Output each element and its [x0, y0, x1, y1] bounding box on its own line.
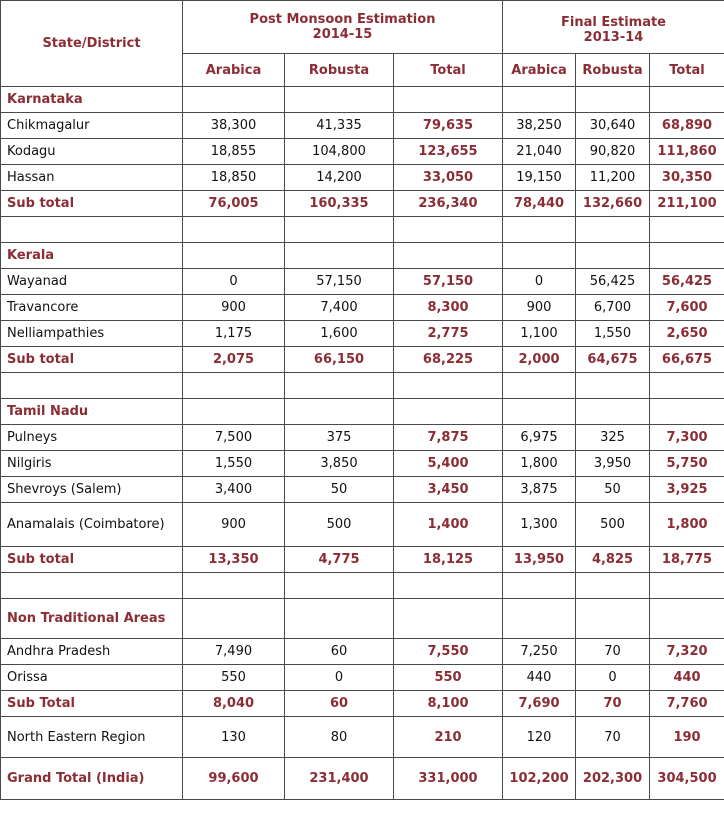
table-row	[1, 165, 724, 191]
total-value: 123,655	[394, 139, 503, 165]
total-value: 79,635	[394, 113, 503, 139]
empty-cell	[394, 399, 503, 425]
value-cell: 440	[503, 665, 576, 691]
value-cell: 1,550	[576, 321, 650, 347]
value-cell: 99,600	[183, 758, 285, 800]
value-cell: 0	[503, 269, 576, 295]
total-value: 7,600	[650, 295, 724, 321]
empty-cell	[503, 87, 576, 113]
value-cell: 70	[576, 639, 650, 665]
value-cell: 80	[285, 717, 394, 758]
district-name: Wayanad	[1, 269, 183, 295]
empty-cell	[1, 573, 183, 599]
empty-cell	[183, 87, 285, 113]
empty-cell	[650, 573, 724, 599]
total-value: 5,400	[394, 451, 503, 477]
table-row	[1, 113, 724, 139]
total-value: 7,320	[650, 639, 724, 665]
spacer-row	[1, 217, 724, 243]
empty-cell	[183, 573, 285, 599]
value-cell: 30,640	[576, 113, 650, 139]
value-cell: 0	[183, 269, 285, 295]
total-value: 304,500	[650, 758, 724, 800]
value-cell: 900	[503, 295, 576, 321]
value-cell: 132,660	[576, 191, 650, 217]
total-value: 111,860	[650, 139, 724, 165]
header-final-estimate-year: 2013-14	[583, 30, 644, 45]
district-name: Hassan	[1, 165, 183, 191]
table-row	[1, 639, 724, 665]
value-cell: 76,005	[183, 191, 285, 217]
value-cell: 231,400	[285, 758, 394, 800]
empty-cell	[576, 373, 650, 399]
empty-cell	[503, 399, 576, 425]
header-final-robusta: Robusta	[576, 54, 650, 87]
header-final-arabica: Arabica	[503, 54, 576, 87]
value-cell: 7,690	[503, 691, 576, 717]
value-cell: 3,875	[503, 477, 576, 503]
section-row	[1, 87, 724, 113]
district-name: Orissa	[1, 665, 183, 691]
spacer-row	[1, 573, 724, 599]
subtotal-label: Sub total	[1, 547, 183, 573]
value-cell: 56,425	[576, 269, 650, 295]
header-post-robusta: Robusta	[285, 54, 394, 87]
value-cell: 50	[285, 477, 394, 503]
value-cell: 21,040	[503, 139, 576, 165]
value-cell: 7,250	[503, 639, 576, 665]
section-name: Karnataka	[1, 87, 183, 113]
value-cell: 18,850	[183, 165, 285, 191]
empty-cell	[650, 373, 724, 399]
value-cell: 8,040	[183, 691, 285, 717]
district-name: Pulneys	[1, 425, 183, 451]
value-cell: 11,200	[576, 165, 650, 191]
value-cell: 3,400	[183, 477, 285, 503]
total-value: 211,100	[650, 191, 724, 217]
total-value: 2,650	[650, 321, 724, 347]
subtotal-row	[1, 547, 724, 573]
value-cell: 3,950	[576, 451, 650, 477]
total-value: 7,875	[394, 425, 503, 451]
header-post-monsoon-group	[183, 1, 503, 54]
header-post-total: Total	[394, 54, 503, 87]
grand-total-row	[1, 758, 724, 800]
total-value: 236,340	[394, 191, 503, 217]
empty-cell	[1, 217, 183, 243]
empty-cell	[503, 243, 576, 269]
empty-cell	[285, 573, 394, 599]
table-body	[1, 87, 724, 800]
value-cell: 500	[576, 503, 650, 547]
total-value: 7,300	[650, 425, 724, 451]
empty-cell	[183, 399, 285, 425]
value-cell: 6,975	[503, 425, 576, 451]
empty-cell	[394, 373, 503, 399]
subtotal-row	[1, 191, 724, 217]
value-cell: 7,490	[183, 639, 285, 665]
value-cell: 1,800	[503, 451, 576, 477]
value-cell: 60	[285, 639, 394, 665]
value-cell: 41,335	[285, 113, 394, 139]
value-cell: 38,300	[183, 113, 285, 139]
total-value: 331,000	[394, 758, 503, 800]
empty-cell	[285, 217, 394, 243]
value-cell: 2,000	[503, 347, 576, 373]
empty-cell	[650, 217, 724, 243]
value-cell: 160,335	[285, 191, 394, 217]
value-cell: 78,440	[503, 191, 576, 217]
value-cell: 90,820	[576, 139, 650, 165]
total-value: 2,775	[394, 321, 503, 347]
district-name: Anamalais (Coimbatore)	[1, 503, 183, 547]
empty-cell	[285, 399, 394, 425]
subtotal-label: Sub total	[1, 191, 183, 217]
table-row	[1, 451, 724, 477]
total-value: 57,150	[394, 269, 503, 295]
empty-cell	[183, 599, 285, 639]
section-row	[1, 243, 724, 269]
empty-cell	[650, 87, 724, 113]
empty-cell	[183, 373, 285, 399]
empty-cell	[576, 599, 650, 639]
value-cell: 2,075	[183, 347, 285, 373]
table-row	[1, 295, 724, 321]
total-value: 56,425	[650, 269, 724, 295]
total-value: 18,125	[394, 547, 503, 573]
empty-cell	[650, 399, 724, 425]
subtotal-label: Sub Total	[1, 691, 183, 717]
empty-cell	[285, 599, 394, 639]
value-cell: 57,150	[285, 269, 394, 295]
total-value: 8,300	[394, 295, 503, 321]
header-final-estimate-title: Final Estimate	[561, 15, 666, 30]
total-value: 210	[394, 717, 503, 758]
total-value: 3,925	[650, 477, 724, 503]
empty-cell	[503, 573, 576, 599]
empty-cell	[503, 373, 576, 399]
section-name: Tamil Nadu	[1, 399, 183, 425]
subtotal-row	[1, 347, 724, 373]
empty-cell	[285, 87, 394, 113]
total-value: 440	[650, 665, 724, 691]
value-cell: 130	[183, 717, 285, 758]
value-cell: 1,175	[183, 321, 285, 347]
value-cell: 375	[285, 425, 394, 451]
value-cell: 202,300	[576, 758, 650, 800]
table-row	[1, 269, 724, 295]
value-cell: 102,200	[503, 758, 576, 800]
empty-cell	[285, 373, 394, 399]
header-post-arabica: Arabica	[183, 54, 285, 87]
total-value: 7,550	[394, 639, 503, 665]
total-value: 190	[650, 717, 724, 758]
empty-cell	[1, 373, 183, 399]
empty-cell	[576, 217, 650, 243]
table-row	[1, 139, 724, 165]
header-final-estimate-group	[503, 1, 724, 54]
value-cell: 1,550	[183, 451, 285, 477]
value-cell: 120	[503, 717, 576, 758]
total-value: 7,760	[650, 691, 724, 717]
value-cell: 6,700	[576, 295, 650, 321]
value-cell: 38,250	[503, 113, 576, 139]
empty-cell	[394, 599, 503, 639]
section-row	[1, 599, 724, 639]
table-row	[1, 717, 724, 758]
value-cell: 3,850	[285, 451, 394, 477]
total-value: 8,100	[394, 691, 503, 717]
empty-cell	[576, 243, 650, 269]
empty-cell	[394, 87, 503, 113]
header-state-district: State/District	[1, 1, 183, 87]
district-name: Travancore	[1, 295, 183, 321]
grand-total-label: Grand Total (India)	[1, 758, 183, 800]
value-cell: 66,150	[285, 347, 394, 373]
total-value: 66,675	[650, 347, 724, 373]
district-name: Chikmagalur	[1, 113, 183, 139]
district-name: Nilgiris	[1, 451, 183, 477]
header-final-total: Total	[650, 54, 724, 87]
empty-cell	[183, 217, 285, 243]
value-cell: 325	[576, 425, 650, 451]
table-row	[1, 321, 724, 347]
header-post-monsoon-year: 2014-15	[312, 27, 373, 42]
empty-cell	[650, 243, 724, 269]
table-row	[1, 477, 724, 503]
value-cell: 550	[183, 665, 285, 691]
section-row	[1, 399, 724, 425]
empty-cell	[285, 243, 394, 269]
total-value: 1,400	[394, 503, 503, 547]
empty-cell	[183, 243, 285, 269]
value-cell: 1,600	[285, 321, 394, 347]
district-name: Shevroys (Salem)	[1, 477, 183, 503]
total-value: 68,225	[394, 347, 503, 373]
empty-cell	[576, 87, 650, 113]
total-value: 30,350	[650, 165, 724, 191]
value-cell: 50	[576, 477, 650, 503]
header-post-monsoon-title: Post Monsoon Estimation	[249, 12, 436, 27]
value-cell: 7,400	[285, 295, 394, 321]
empty-cell	[650, 599, 724, 639]
spacer-row	[1, 373, 724, 399]
value-cell: 900	[183, 503, 285, 547]
empty-cell	[503, 599, 576, 639]
value-cell: 70	[576, 691, 650, 717]
district-name: Andhra Pradesh	[1, 639, 183, 665]
section-name: Kerala	[1, 243, 183, 269]
total-value: 550	[394, 665, 503, 691]
value-cell: 4,775	[285, 547, 394, 573]
empty-cell	[394, 243, 503, 269]
value-cell: 64,675	[576, 347, 650, 373]
value-cell: 900	[183, 295, 285, 321]
value-cell: 60	[285, 691, 394, 717]
district-name: Nelliampathies	[1, 321, 183, 347]
value-cell: 4,825	[576, 547, 650, 573]
value-cell: 1,300	[503, 503, 576, 547]
total-value: 18,775	[650, 547, 724, 573]
total-value: 1,800	[650, 503, 724, 547]
value-cell: 13,350	[183, 547, 285, 573]
table-row	[1, 425, 724, 451]
empty-cell	[576, 399, 650, 425]
value-cell: 500	[285, 503, 394, 547]
total-value: 3,450	[394, 477, 503, 503]
value-cell: 14,200	[285, 165, 394, 191]
subtotal-label: Sub total	[1, 347, 183, 373]
value-cell: 7,500	[183, 425, 285, 451]
empty-cell	[394, 217, 503, 243]
table-row	[1, 503, 724, 547]
empty-cell	[394, 573, 503, 599]
district-name: North Eastern Region	[1, 717, 183, 758]
empty-cell	[503, 217, 576, 243]
total-value: 68,890	[650, 113, 724, 139]
value-cell: 104,800	[285, 139, 394, 165]
value-cell: 1,100	[503, 321, 576, 347]
section-name: Non Traditional Areas	[1, 599, 183, 639]
total-value: 5,750	[650, 451, 724, 477]
empty-cell	[576, 573, 650, 599]
value-cell: 13,950	[503, 547, 576, 573]
subtotal-row	[1, 691, 724, 717]
value-cell: 70	[576, 717, 650, 758]
value-cell: 18,855	[183, 139, 285, 165]
table-row	[1, 665, 724, 691]
value-cell: 19,150	[503, 165, 576, 191]
value-cell: 0	[576, 665, 650, 691]
total-value: 33,050	[394, 165, 503, 191]
value-cell: 0	[285, 665, 394, 691]
district-name: Kodagu	[1, 139, 183, 165]
